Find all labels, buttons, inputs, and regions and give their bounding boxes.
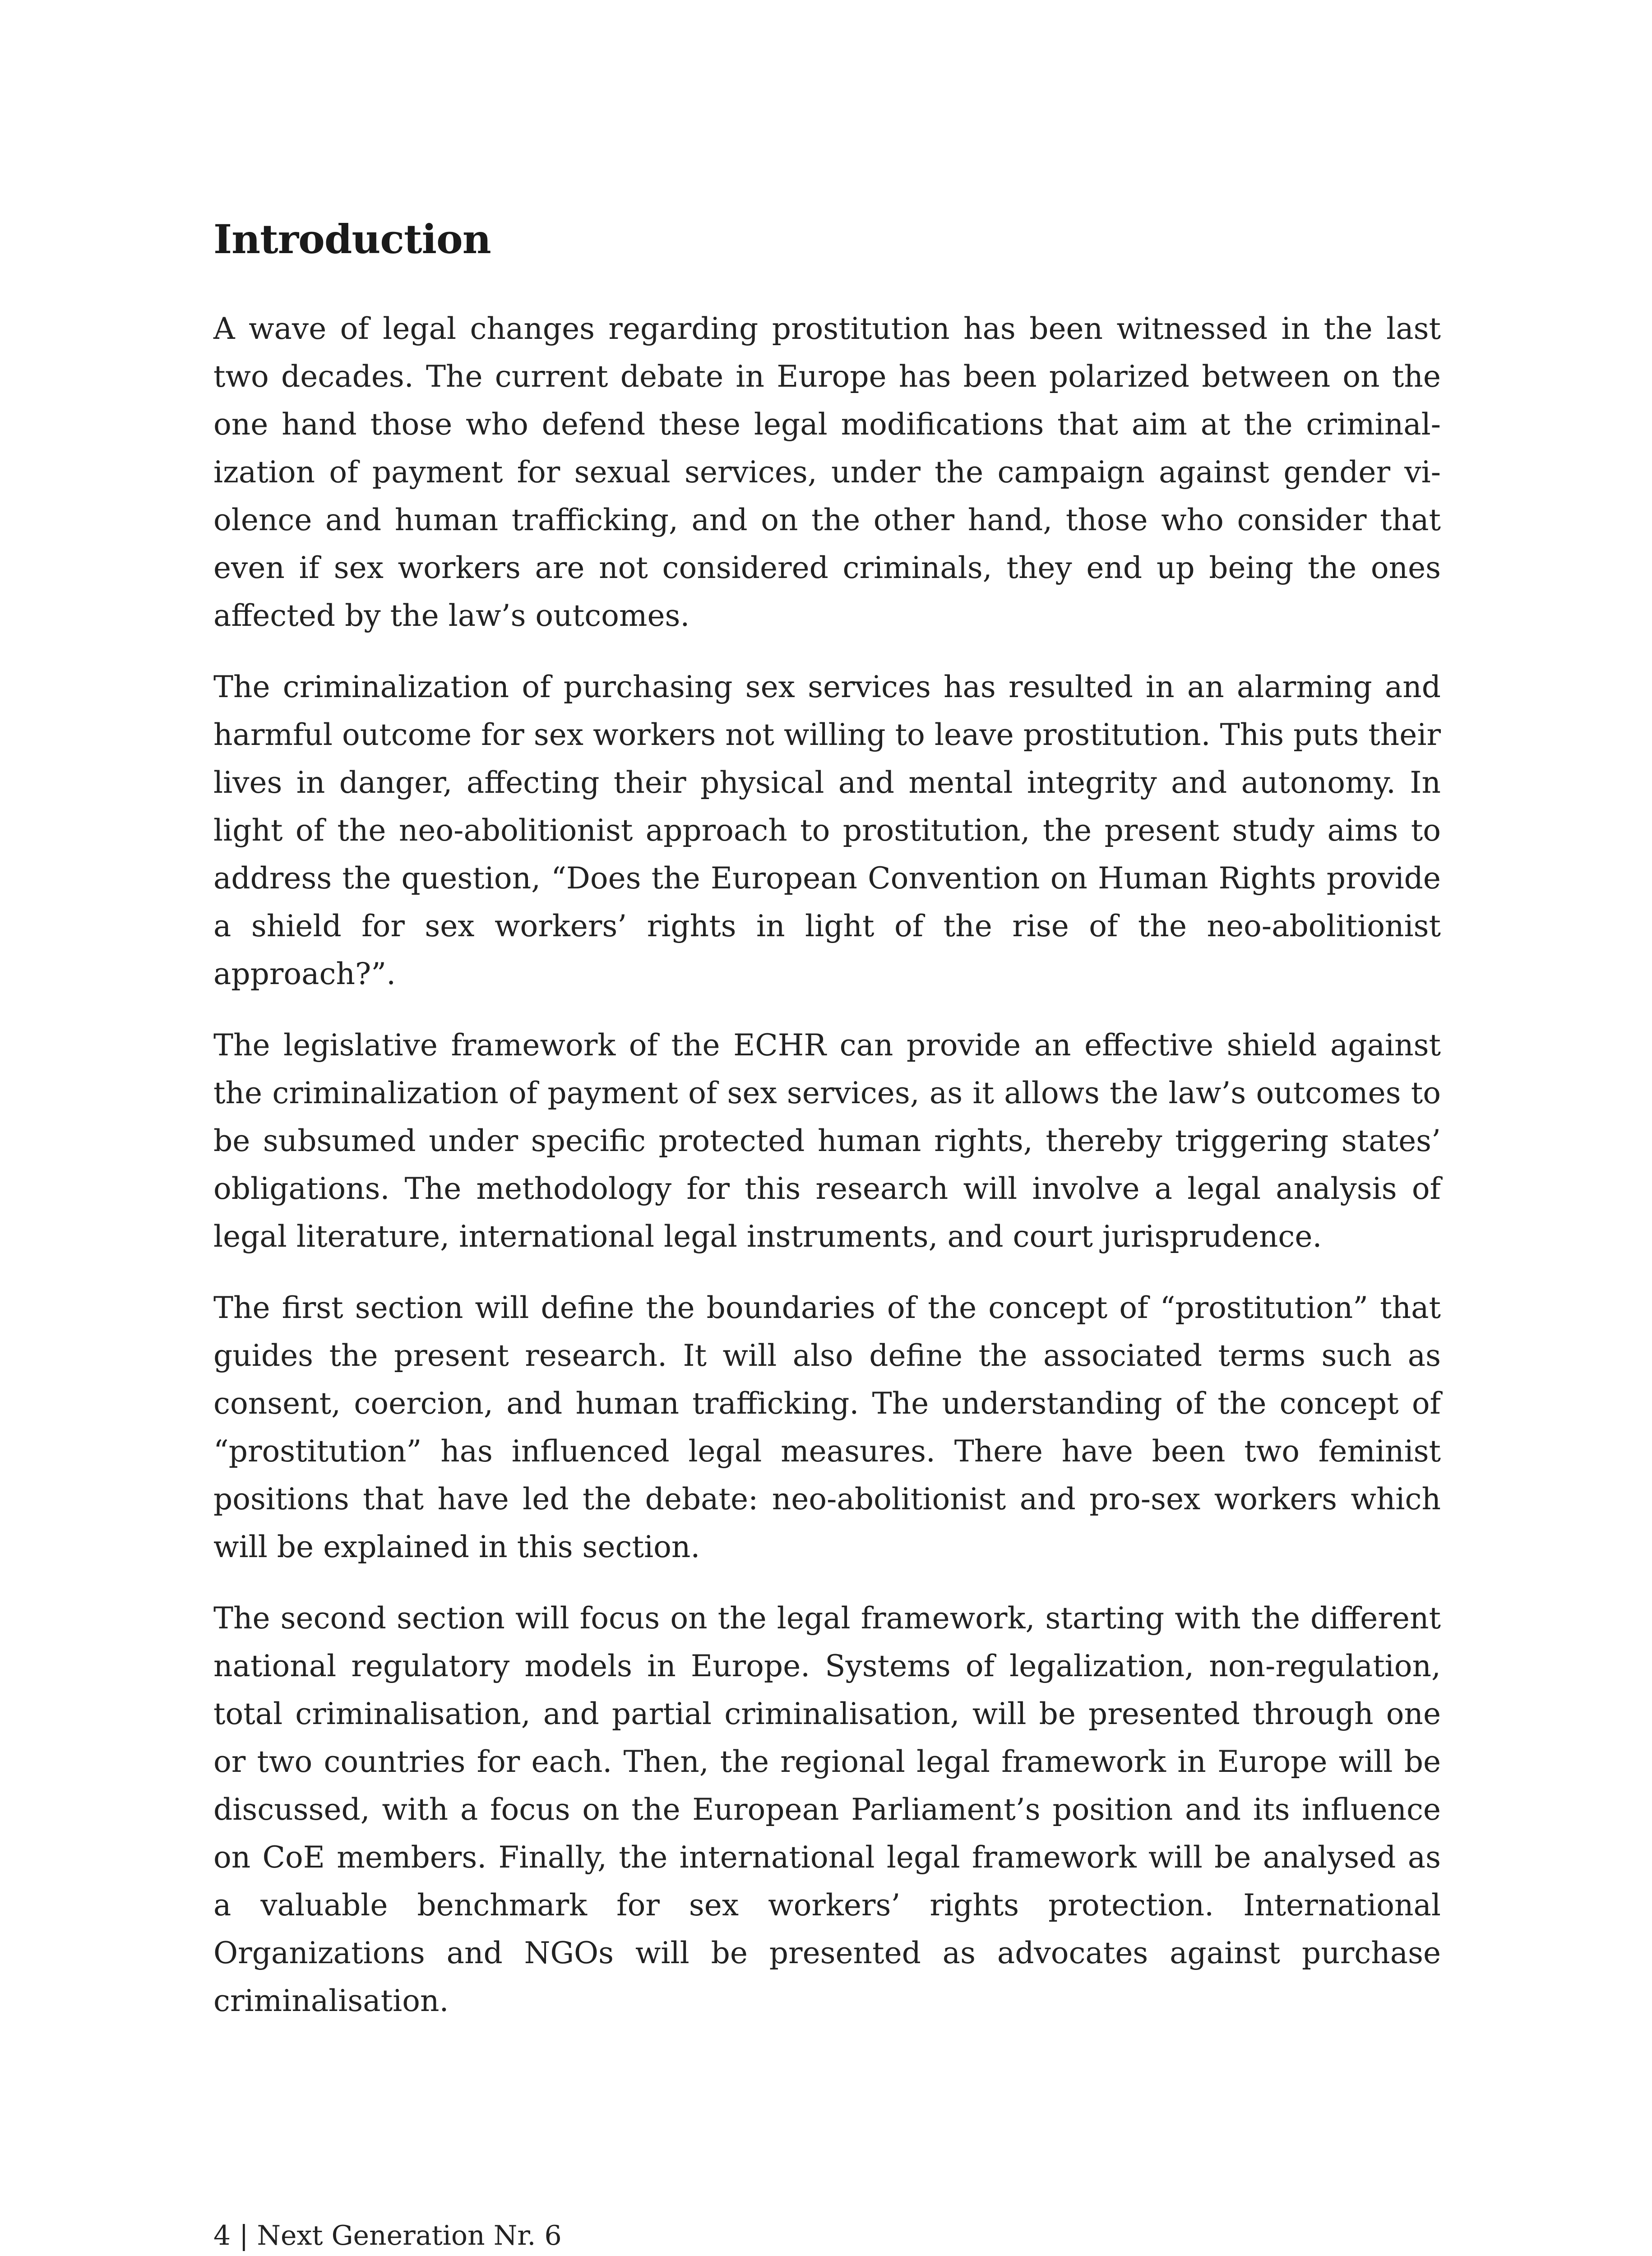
paragraph-4: The first section will define the boundaries of the concept of “prostitution” that guides the present research. It will also define the associated terms such as consent, coercion, and human trafficking. The understanding of the concept of “prostitution” has influenced legal measures. There have been two feminist positions that have led the debate: neo-abolitionist and pro-sex workers which will be explained in this section.	[213, 1290, 1441, 1564]
paragraph-5: The second section will focus on the legal framework, starting with the different national regulatory models in Europe. Systems of legalization, non-regulation, total criminalisation, and partial criminalisation, will be presented through one or two countries for each. Then, the regional legal framework in Europe will be discussed, with a focus on the European Parliament’s position and its influence on CoE members. Finally, the international legal framework will be analysed as a valuable benchmark for sex workers’ rights protection. International Organizations and NGOs will be presented as advocates against purchase criminalisation.	[213, 1601, 1441, 2018]
paragraph-2: The criminalization of purchasing sex services has resulted in an alarming and harmful outcome for sex workers not willing to leave prostitution. This puts their lives in danger, affecting their physical and mental integrity and autonomy. In light of the neo-abolitionist approach to prostitution, the present study aims to address the question, “Does the European Convention on Human Rights provide a shield for sex workers’ rights in light of the rise of the neo-abolitionist approach?”.	[213, 670, 1441, 991]
page-content	[213, 212, 1441, 2048]
paragraph-3: The legislative framework of the ECHR can provide an effective shield against the criminalization of payment of sex services, as it allows the law’s outcomes to be subsumed under specific protected human rights, thereby triggering states’ obligations. The methodology for this research will involve a legal analysis of legal literature, international legal instruments, and court jurisprudence.	[213, 1028, 1441, 1254]
paragraph-1: A wave of legal changes regarding prostitution has been witnessed in the last two decades. The current debate in Europe has been polarized between on the one hand those who defend these legal modifications that aim at the criminalization of payment for sexual services, under the campaign against gender violence and human trafficking, and on the other hand, those who consider that even if sex workers are not considered criminals, they end up being the ones affected by the law’s outcomes.	[213, 311, 1441, 633]
page-footer: 4 | Next Generation Nr. 6	[213, 2220, 562, 2251]
section-title: Introduction	[213, 216, 491, 263]
